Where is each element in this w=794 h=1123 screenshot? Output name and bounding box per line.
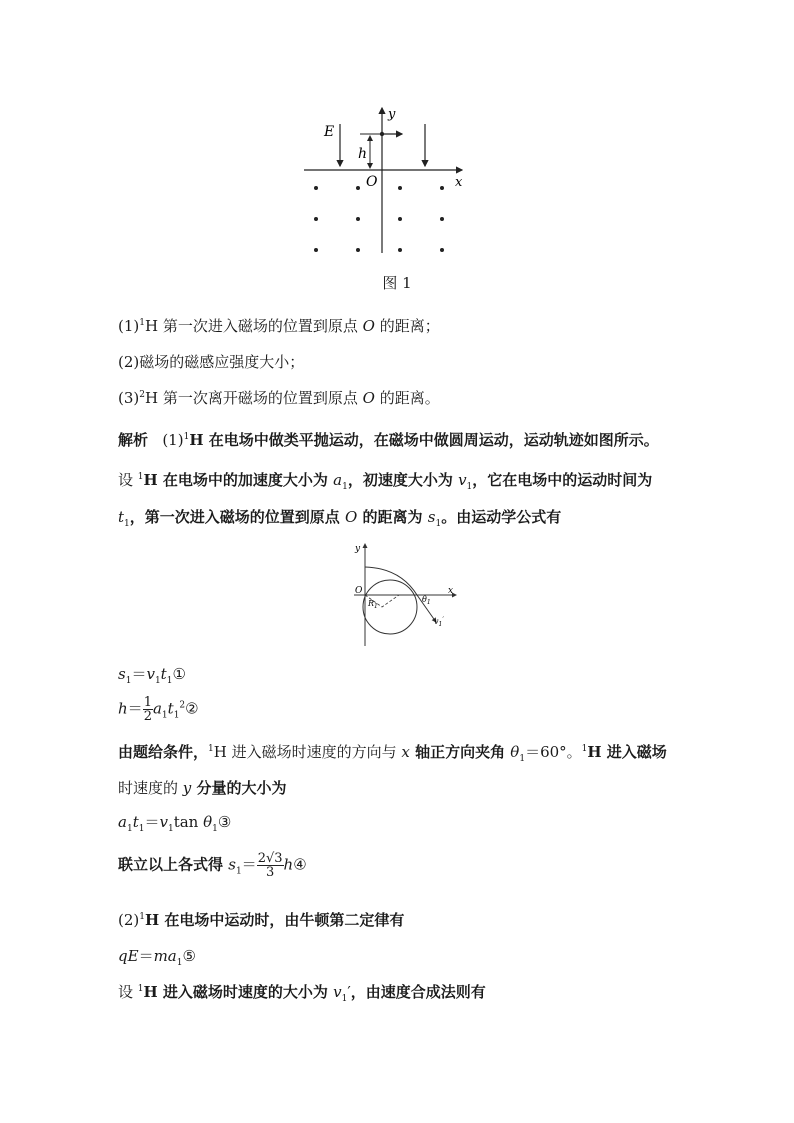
label-theta: $\theta_1$ bbox=[422, 595, 431, 606]
label-E: E bbox=[324, 124, 335, 140]
label-x: x bbox=[448, 586, 454, 596]
fraction-2sqrt3-over-3: $\frac{2√3}{3}$ bbox=[257, 851, 283, 880]
equation-1: $s_1=v_1t_1①$ bbox=[118, 665, 186, 686]
question-1: $(1)^1H$ 第一次进入磁场的位置到原点 O 的距离； bbox=[118, 317, 440, 335]
figure-1-caption: 图 1 bbox=[382, 274, 412, 292]
label-O: O bbox=[355, 586, 363, 596]
particle bbox=[380, 132, 384, 136]
equation-5: $qE=ma_1⑤$ bbox=[118, 947, 196, 968]
label-x: x bbox=[455, 175, 463, 190]
figure-2-trajectory-diagram bbox=[338, 540, 462, 648]
label-h: h bbox=[358, 146, 368, 162]
magnetic-field-dots bbox=[314, 186, 444, 252]
label-y: y bbox=[388, 107, 396, 122]
parabola-trajectory bbox=[365, 567, 417, 595]
solution-line-2: 设 $^1$H 在电场中的加速度大小为 $a_1$，初速度大小为 $v_1$，它在电场中的运动时间为 bbox=[118, 471, 653, 492]
solution-line-7: 设 $^1$H 进入磁场时速度的大小为 $v_1'$，由速度合成法则有 bbox=[118, 983, 486, 1004]
solution-line-1: 解析 $(1)^1H$ 在电场中做类平抛运动，在磁场中做圆周运动，运动轨迹如图所示。 bbox=[118, 431, 659, 449]
solution-line-4: 由题给条件，$^1$H 进入磁场时速度的方向与 x 轴正方向夹角 $\theta_1=60^\circ$。$^1$H 进入磁场 bbox=[118, 743, 667, 764]
label-v: $v_1'$ bbox=[434, 616, 444, 628]
label-R: $R_1$ bbox=[368, 599, 378, 610]
equation-4: 联立以上各式得 $s_1=$ $\frac{2√3}{3}$ h④ bbox=[118, 851, 307, 880]
equation-2: h＝ $\frac{1}{2}$ $a_1t_1^2②$ bbox=[118, 695, 199, 724]
label-y: y bbox=[355, 544, 361, 554]
question-3: $(3)^2H$ 第一次离开磁场的位置到原点 O 的距离。 bbox=[118, 389, 440, 407]
solution-line-3: $t_1$，第一次进入磁场的位置到原点 O 的距离为 $s_1$。由运动学公式有 bbox=[118, 508, 562, 529]
label-O: O bbox=[366, 174, 378, 190]
figure-1-diagram bbox=[300, 100, 480, 260]
equation-3: $a_1t_1=v_1\tan$ $\theta_1③$ bbox=[118, 813, 232, 834]
solution-line-5: 时速度的 y 分量的大小为 bbox=[118, 779, 287, 797]
fraction-half: $\frac{1}{2}$ bbox=[143, 695, 152, 724]
question-2: (2)磁场的磁感应强度大小； bbox=[118, 353, 305, 371]
solution-line-6: $(2)^1H$ 在电场中运动时，由牛顿第二定律有 bbox=[118, 911, 405, 929]
